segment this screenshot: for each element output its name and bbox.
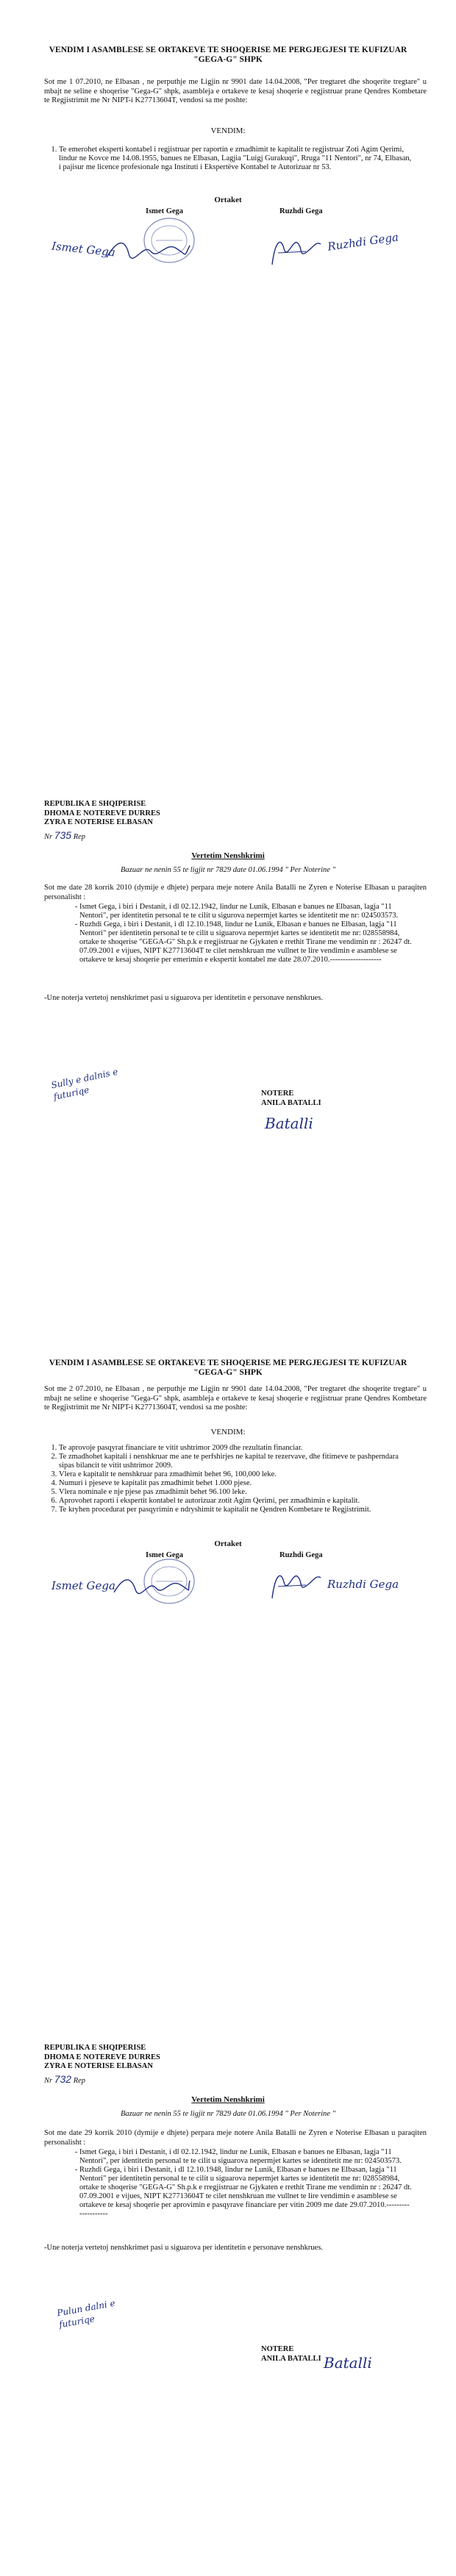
- decision-intro: Sot me 2 07.2010, ne Elbasan , ne perputhje me Ligjin nr 9901 date 14.04.2008, "Per tregtaret dhe shoqerite tregtare" u mbajt ne seline e shoqerise "Gega-G" shpk, asambleja e ortakeve te kesaj shoqerie e regjistruar prane Qendres Kombetare te Regjistrimit me Nr NIPT-i K27713604T, vendosi sa me poshte:: [44, 1385, 427, 1412]
- decision-item: 1. Te emerohet eksperti kontabel i regjistruar per raportin e zmadhimit te kapitalit te regjistruar Zoti Agim Qerimi, lindur ne Kovce me 14.08.1955, banues ne Elbasan, Lagjia "Luigj Gurakuqi", Rruga "11 Nentori", nr 74, Elbasan, i pajisur me licence profesionale nga Instituti i Ekspertëve Kontabel te Autorizuar nr 53.: [59, 146, 413, 172]
- decision-items: [46, 146, 413, 172]
- certification-closing: -Une noterja vertetoj nenshkrimet pasi u siguarova per identitetin e personave nenshkrues.: [44, 2244, 324, 2252]
- decision-item: 3. Vlera e kapitalit te nenshkruar para zmadhimit behet 96, 100,000 leke.: [59, 1470, 413, 1479]
- shareholder-name-2: Ruzhdi Gega: [279, 1551, 323, 1559]
- institution-header: REPUBLIKA E SHQIPERISE DHOMA E NOTEREVE DURRES ZYRA E NOTERISE ELBASAN: [44, 2044, 160, 2070]
- decision-item: 5. Vlera nominale e nje pjese pas zmadhimit behet 96.100 leke.: [59, 1488, 413, 1497]
- register-number-value: 735: [54, 829, 72, 841]
- ortaket-heading: Ortaket: [214, 1539, 242, 1548]
- register-number: Nr 732 Rep: [44, 2073, 86, 2085]
- vendim-heading: VENDIM:: [210, 1428, 246, 1437]
- notary-signoff: NOTERE ANILA BATALLI: [261, 2345, 321, 2363]
- person-entry: - Ismet Gega, i biri i Destanit, i dl 02.12.1942, lindur ne Lunik, Elbasan e banues ne Elbasan, lagja "11 Nentori", per identitetin personal te te cilit u siguarova nepermjet kartes se identitetit me nr: 024503573.: [79, 2148, 412, 2166]
- signature-shareholder-1-icon: [103, 235, 191, 265]
- legal-basis: Bazuar ne nenin 55 te ligjit nr 7829 date 01.06.1994 " Per Noterine ": [120, 866, 335, 874]
- legal-basis: Bazuar ne nenin 55 te ligjit nr 7829 date 01.06.1994 " Per Noterine ": [120, 2110, 335, 2118]
- notary-signature: Batalli: [265, 1115, 313, 1132]
- decision-title: VENDIM I ASAMBLESE SE ORTAKEVE TE SHOQERISE ME PERGJEGJESI TE KUFIZUAR "GEGA-G" SHPK: [49, 1359, 407, 1377]
- handwriting-shareholder-1: Ismet Gega: [51, 1579, 115, 1592]
- certification-intro: Sot me date 29 korrik 2010 (dymije e dhjete) perpara meje notere Anila Batalli ne Zyren e Noterise Elbasan u paraqiten personalisht :: [44, 2129, 427, 2147]
- handwriting-shareholder-1: Ismet Gega: [51, 239, 116, 260]
- decision-title: VENDIM I ASAMBLESE SE ORTAKEVE TE SHOQERISE ME PERGJEGJESI TE KUFIZUAR "GEGA-G" SHPK: [49, 46, 407, 64]
- decision-item: 7. Te kryhen procedurat per pasqyrimin e ndryshimit te kapitalit ne Qendren Kombetare te Regjistrimit.: [59, 1506, 413, 1514]
- decision-item: 6. Aprovohet raporti i ekspertit kontabel te autorizuar zotit Agim Qerimi, per zmadhimin e kapitalit.: [59, 1497, 413, 1506]
- decision-items: [46, 1444, 413, 1514]
- page-3-assembly-decision: [0, 1288, 456, 1932]
- signature-shareholder-2-icon: [265, 1567, 324, 1604]
- stamp-handwritten-note: Sully e dalnis e futuriqe: [50, 1066, 119, 1103]
- person-entry: - Ruzhdi Gega, i biri i Destanit, i dl 12.10.1948, lindur ne Lunik, Elbasan e banues ne Elbasan, lagja "11 Nentori" per identitetin personal te te cilit u siguarova nepermjet kartes se identitetit me nr: 028558984, ortake te shoqerise "GEGA-G" Sh.p.k e rregjistruar ne Gjykaten e rrethit Tirane me vendimin nr : 26247 dt. 07.09.2001 e vijues, NIPT K27713604T te cilet nenshkruan me vullnet te lire vendimin e asamblese se ortakeve te kesaj shoqerie per aprovimin e pasqyrave financiare per vitin 2009 me date 29.07.2010.--------------------: [79, 2166, 412, 2219]
- vendim-heading: VENDIM:: [210, 126, 246, 135]
- decision-item: 4. Numuri i pjeseve te kapitalit pas zmadhimit behet 1.000 pjese.: [59, 1479, 413, 1488]
- persons-list: [66, 903, 412, 965]
- certification-heading: Vertetim Nenshkrimi: [191, 2095, 265, 2104]
- page-2-notary-certification: [0, 644, 456, 1288]
- stamp-handwritten-note: Pulun dalni e futuriqe: [56, 2297, 116, 2330]
- certification-closing: -Une noterja vertetoj nenshkrimet pasi u siguarova per identitetin e personave nenshkrues.: [44, 994, 324, 1002]
- shareholder-name-1: Ismet Gega: [146, 1551, 184, 1559]
- shareholder-name-2: Ruzhdi Gega: [279, 207, 323, 215]
- register-number-value: 732: [54, 2073, 72, 2085]
- decision-intro: Sot me 1 07.2010, ne Elbasan , ne perputhje me Ligjin nr 9901 date 14.04.2008, "Per tregtaret dhe shoqerite tregtare" u mbajt ne seline e shoqerise "Gega-G" shpk, asambleja e ortakeve te kesaj shoqerie e regjistruar prane Qendres Kombetare te Regjistrimit me Nr NIPT-i K27713604T, vendosi sa me poshte:: [44, 78, 427, 104]
- page-4-notary-certification: [0, 1932, 456, 2576]
- certification-heading: Vertetim Nenshkrimi: [191, 851, 265, 860]
- decision-item: 1. Te aprovoje pasqyrat financiare te vitit ushtrimor 2009 dhe rezultatin financiar.: [59, 1444, 413, 1453]
- handwriting-shareholder-2: Ruzhdi Gega: [327, 1578, 399, 1591]
- person-entry: - Ismet Gega, i biri i Destanit, i dl 02.12.1942, lindur ne Lunik, Elbasan e banues ne Elbasan, lagja "11 Nentori", per identitetin personal te te cilit u sigurova nepermjet kartes se identitetit me nr: 024503573.: [79, 903, 412, 920]
- ortaket-heading: Ortaket: [214, 196, 242, 204]
- shareholder-name-1: Ismet Gega: [146, 207, 184, 215]
- notary-signoff: NOTERE ANILA BATALLI: [261, 1090, 321, 1107]
- persons-list: [66, 2148, 412, 2219]
- handwriting-shareholder-2: Ruzhdi Gega: [327, 230, 399, 254]
- signature-shareholder-2-icon: [265, 234, 324, 271]
- person-entry: - Ruzhdi Gega, i biri i Destanit, i dl 12.10.1948, lindur ne Lunik, Elbasan e banues ne Elbasan, lagja "11 Nentori" per identitetin personal te te cilit u siguarova nepermjet kartes se identitetit me nr: 028558984, ortake te shoqerise "GEGA-G" Sh.p.k e rregjistruar ne Gjykaten e rrethit Tirane me vendimin nr : 26247 dt. 07.09.2001 e vijues, NIPT K27713604T te cilet nenshkruan me vullnet te lire vendimin e asamblese se ortakeve te kesaj shoqerie per emerimin e ekspertit kontabel me date 28.07.2010.--------------------: [79, 920, 412, 965]
- page-1-assembly-decision: [0, 0, 456, 644]
- signature-shareholder-1-icon: [110, 1572, 191, 1601]
- decision-item: 2. Te zmadhohet kapitali i nenshkruar me ane te perfshirjes ne kapital te rezervave, dhe fitimeve te pashperndara sipas bilancit te vitit ushtrimor 2009.: [59, 1453, 413, 1470]
- register-number: Nr 735 Rep: [44, 829, 86, 841]
- notary-signature: Batalli: [324, 2354, 372, 2372]
- certification-intro: Sot me date 28 korrik 2010 (dymije e dhjete) perpara meje notere Anila Batalli ne Zyren e Noterise Elbasan u paraqiten personalisht :: [44, 884, 427, 901]
- institution-header: REPUBLIKA E SHQIPERISE DHOMA E NOTEREVE DURRES ZYRA E NOTERISE ELBASAN: [44, 800, 160, 826]
